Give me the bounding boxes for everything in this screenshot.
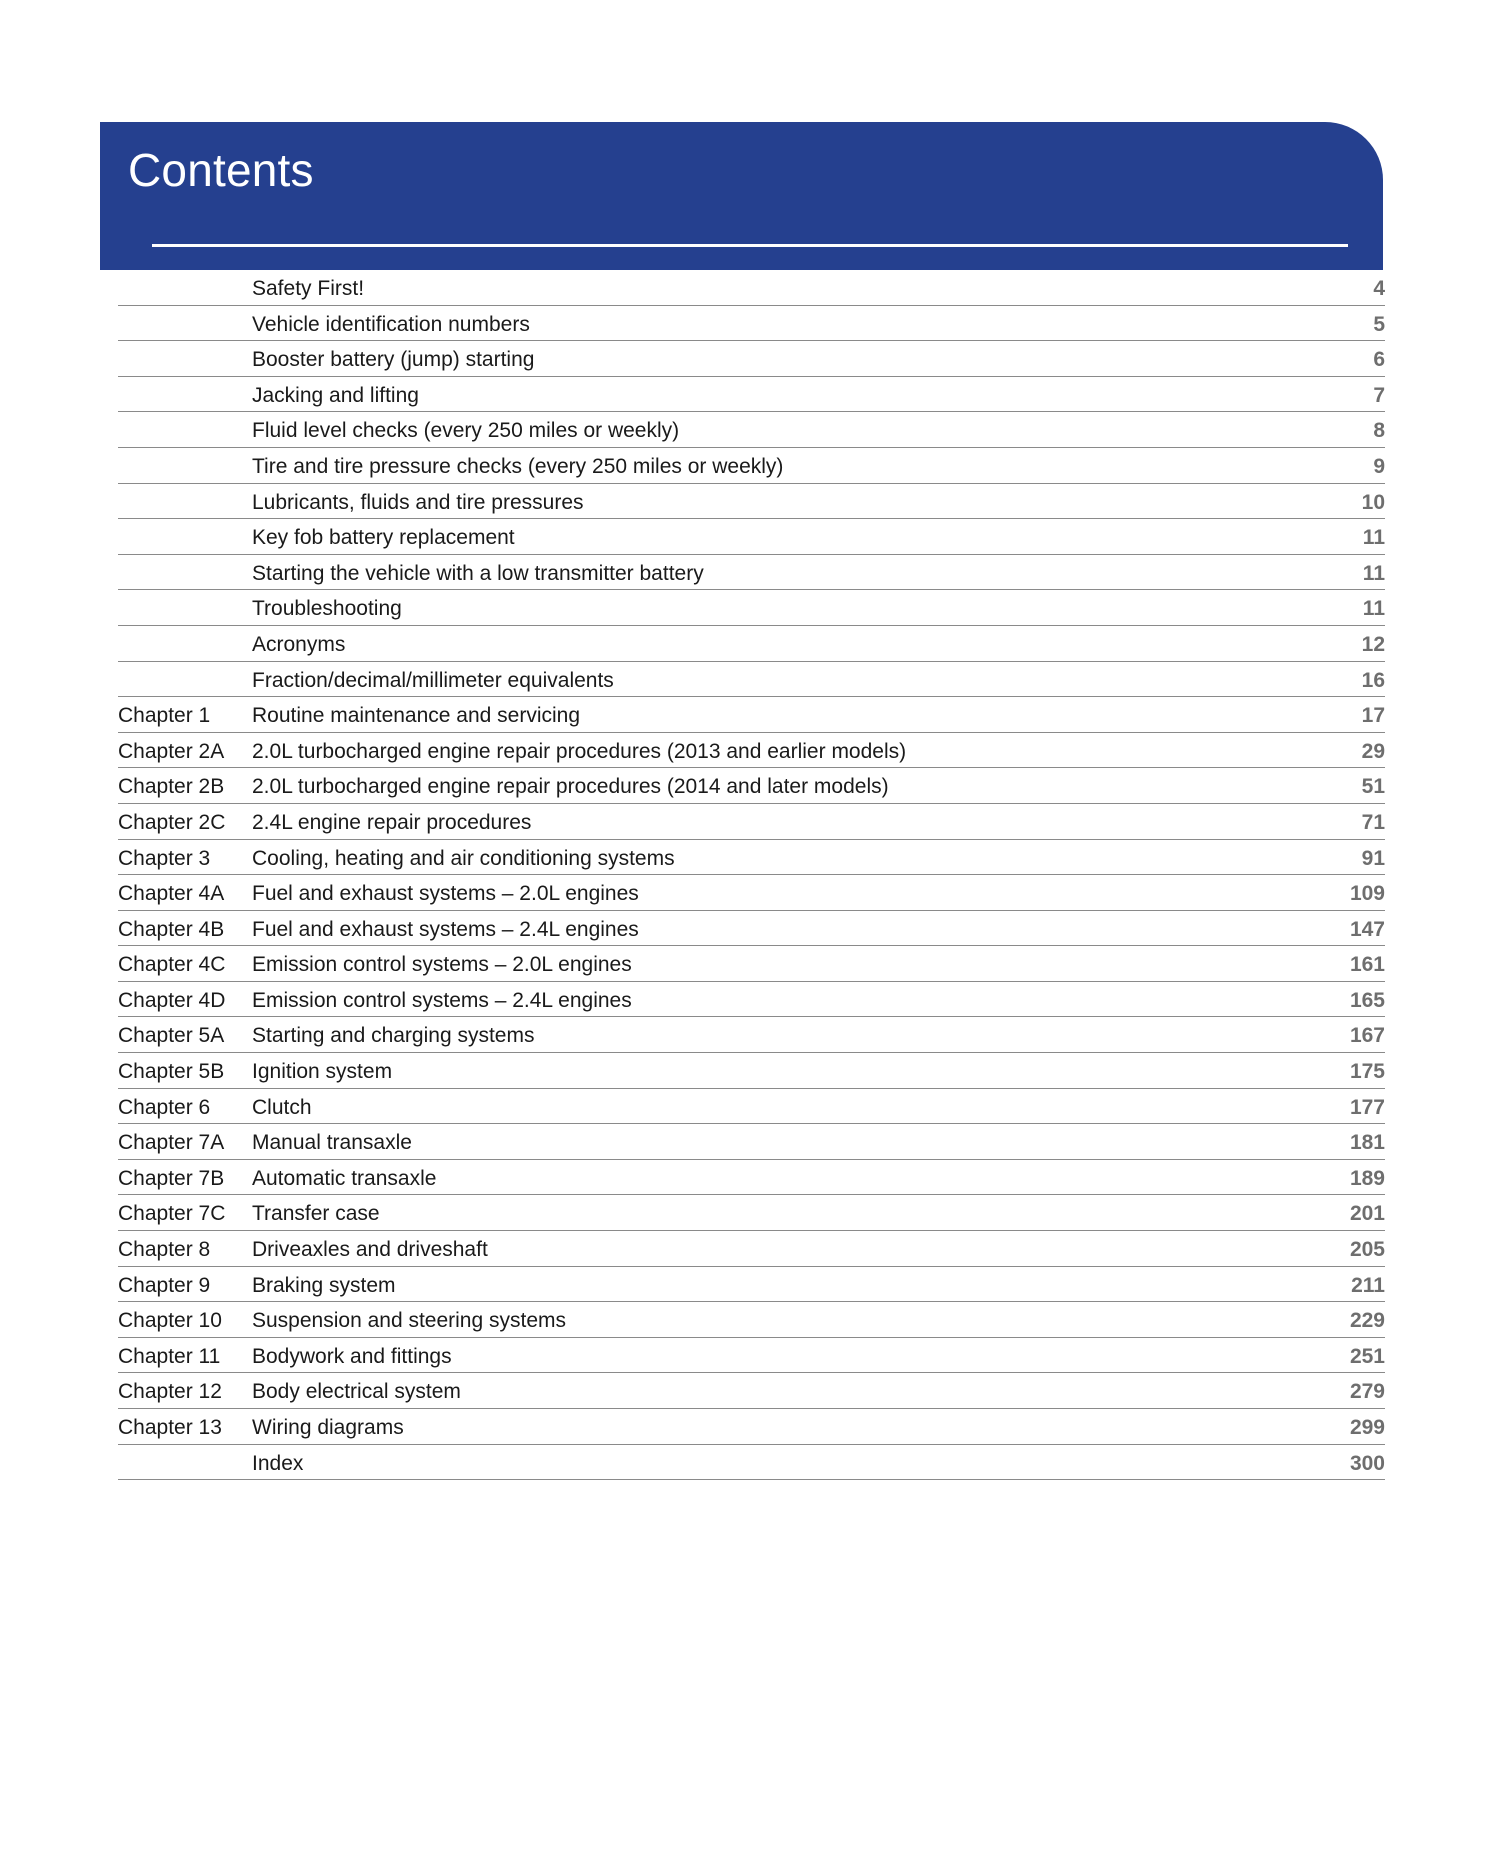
toc-chapter-label: Chapter 5A xyxy=(118,1024,225,1048)
toc-page-number: 181 xyxy=(1349,1131,1385,1155)
toc-page-number: 161 xyxy=(1349,953,1385,977)
toc-page-number: 12 xyxy=(1361,632,1385,656)
toc-entry-title: Body electrical system xyxy=(252,1380,461,1404)
toc-entry-title: Key fob battery replacement xyxy=(252,526,515,550)
toc-entry-title: 2.0L turbocharged engine repair procedures (2014 and later models) xyxy=(252,775,889,799)
toc-page-number: 8 xyxy=(1373,419,1385,443)
toc-row[interactable] xyxy=(118,412,1385,448)
toc-entry-title: Suspension and steering systems xyxy=(252,1309,567,1333)
toc-chapter-label: Chapter 3 xyxy=(118,846,211,870)
toc-page-number: 10 xyxy=(1361,490,1385,514)
toc-row[interactable] xyxy=(118,448,1385,484)
page-title: Contents xyxy=(128,144,314,196)
toc-chapter-label xyxy=(118,288,252,295)
toc-entry-title: Fraction/decimal/millimeter equivalents xyxy=(252,668,614,692)
toc-row[interactable] xyxy=(118,1267,1385,1303)
toc-chapter-label xyxy=(118,359,252,366)
toc-row[interactable] xyxy=(118,1409,1385,1445)
contents-header-banner xyxy=(100,122,1383,270)
toc-row[interactable] xyxy=(118,946,1385,982)
toc-chapter-label xyxy=(118,1463,252,1470)
toc-chapter-label: Chapter 10 xyxy=(118,1309,222,1333)
toc-chapter-label xyxy=(118,608,252,615)
toc-chapter-label: Chapter 9 xyxy=(118,1273,211,1297)
toc-row[interactable] xyxy=(118,1302,1385,1338)
toc-chapter-label: Chapter 2B xyxy=(118,775,225,799)
toc-page-number: 5 xyxy=(1373,312,1385,336)
toc-entry-title: Starting and charging systems xyxy=(252,1024,535,1048)
toc-row[interactable] xyxy=(118,590,1385,626)
toc-chapter-label: Chapter 4A xyxy=(118,882,225,906)
toc-entry-title: Index xyxy=(252,1451,304,1475)
toc-page-number: 229 xyxy=(1349,1309,1385,1333)
toc-chapter-label xyxy=(118,644,252,651)
toc-chapter-label: Chapter 2C xyxy=(118,810,226,834)
toc-entry-title: Starting the vehicle with a low transmitter battery xyxy=(252,561,704,585)
toc-row[interactable] xyxy=(118,1338,1385,1374)
toc-entry-title: Safety First! xyxy=(252,277,365,300)
toc-page-number: 205 xyxy=(1349,1238,1385,1262)
toc-chapter-label: Chapter 7C xyxy=(118,1202,226,1226)
toc-entry-title: 2.4L engine repair procedures xyxy=(252,810,532,834)
toc-page-number: 251 xyxy=(1349,1344,1385,1368)
toc-row[interactable] xyxy=(118,1089,1385,1125)
toc-page-number: 299 xyxy=(1349,1416,1385,1439)
toc-page-number: 6 xyxy=(1373,348,1385,372)
toc-page-number: 167 xyxy=(1349,1024,1385,1048)
toc-page-number: 211 xyxy=(1351,1273,1385,1297)
toc-entry-title: Clutch xyxy=(252,1095,312,1119)
toc-chapter-label: Chapter 13 xyxy=(118,1416,222,1439)
table-of-contents xyxy=(118,270,1385,1480)
toc-chapter-label: Chapter 5B xyxy=(118,1060,225,1084)
toc-entry-title: Vehicle identification numbers xyxy=(252,312,530,336)
toc-chapter-label: Chapter 8 xyxy=(118,1238,211,1262)
toc-row[interactable] xyxy=(118,1124,1385,1160)
toc-row[interactable] xyxy=(118,1231,1385,1267)
toc-row[interactable] xyxy=(118,1160,1385,1196)
toc-chapter-label: Chapter 1 xyxy=(118,704,211,728)
toc-page-number: 4 xyxy=(1373,277,1385,300)
toc-chapter-label: Chapter 7B xyxy=(118,1166,225,1190)
toc-page-number: 9 xyxy=(1373,454,1385,478)
toc-row[interactable] xyxy=(118,626,1385,662)
toc-chapter-label xyxy=(118,430,252,437)
toc-page-number: 175 xyxy=(1349,1060,1385,1084)
toc-row[interactable] xyxy=(118,377,1385,413)
toc-row[interactable] xyxy=(118,555,1385,591)
toc-row[interactable] xyxy=(118,875,1385,911)
toc-page-number: 109 xyxy=(1349,882,1385,906)
toc-row[interactable] xyxy=(118,484,1385,520)
toc-entry-title: Bodywork and fittings xyxy=(252,1344,452,1368)
toc-page-number: 201 xyxy=(1349,1202,1385,1226)
toc-row[interactable] xyxy=(118,840,1385,876)
toc-page-number: 279 xyxy=(1349,1380,1385,1404)
toc-page-number: 29 xyxy=(1361,739,1385,763)
toc-entry-title: Lubricants, fluids and tire pressures xyxy=(252,490,584,514)
toc-row[interactable] xyxy=(118,982,1385,1018)
toc-row[interactable] xyxy=(118,768,1385,804)
toc-entry-title: Booster battery (jump) starting xyxy=(252,348,535,372)
toc-entry-title: Emission control systems – 2.0L engines xyxy=(252,953,632,977)
toc-entry-title: Tire and tire pressure checks (every 250 miles or weekly) xyxy=(252,454,784,478)
toc-row[interactable] xyxy=(118,1195,1385,1231)
toc-row[interactable] xyxy=(118,697,1385,733)
toc-entry-title: Automatic transaxle xyxy=(252,1166,437,1190)
toc-entry-title: Cooling, heating and air conditioning systems xyxy=(252,846,675,870)
toc-page-number: 11 xyxy=(1362,526,1385,550)
toc-chapter-label: Chapter 4B xyxy=(118,917,225,941)
toc-row[interactable] xyxy=(118,341,1385,377)
toc-row[interactable] xyxy=(118,804,1385,840)
toc-page-number: 91 xyxy=(1361,846,1385,870)
toc-entry-title: Braking system xyxy=(252,1273,396,1297)
toc-entry-title: Manual transaxle xyxy=(252,1131,412,1155)
toc-chapter-label xyxy=(118,537,252,544)
toc-entry-title: Jacking and lifting xyxy=(252,383,419,407)
toc-chapter-label: Chapter 11 xyxy=(118,1344,221,1368)
toc-entry-title: Fuel and exhaust systems – 2.4L engines xyxy=(252,917,639,941)
toc-row[interactable] xyxy=(118,519,1385,555)
toc-entry-title: Transfer case xyxy=(252,1202,380,1226)
toc-chapter-label xyxy=(118,466,252,473)
toc-page-number: 189 xyxy=(1349,1166,1385,1190)
toc-row[interactable] xyxy=(118,306,1385,342)
toc-chapter-label xyxy=(118,573,252,580)
toc-row[interactable] xyxy=(118,733,1385,769)
toc-page-number: 11 xyxy=(1362,597,1385,621)
toc-page-number: 16 xyxy=(1361,668,1385,692)
toc-entry-title: Fuel and exhaust systems – 2.0L engines xyxy=(252,882,639,906)
toc-entry-title: Wiring diagrams xyxy=(252,1416,404,1439)
toc-chapter-label: Chapter 4C xyxy=(118,953,226,977)
toc-entry-title: 2.0L turbocharged engine repair procedures (2013 and earlier models) xyxy=(252,739,907,763)
toc-page-number: 17 xyxy=(1361,704,1385,728)
toc-chapter-label xyxy=(118,502,252,509)
toc-page-number: 51 xyxy=(1361,775,1385,799)
toc-page-number: 165 xyxy=(1349,988,1385,1012)
header-divider-rule xyxy=(152,244,1348,247)
toc-row[interactable] xyxy=(118,1017,1385,1053)
toc-entry-title: Fluid level checks (every 250 miles or weekly) xyxy=(252,419,680,443)
toc-entry-title: Driveaxles and driveshaft xyxy=(252,1238,488,1262)
toc-chapter-label: Chapter 7A xyxy=(118,1131,225,1155)
toc-page-number: 7 xyxy=(1373,383,1385,407)
toc-row[interactable] xyxy=(118,270,1385,306)
toc-row[interactable] xyxy=(118,911,1385,947)
toc-entry-title: Troubleshooting xyxy=(252,597,402,621)
toc-row[interactable] xyxy=(118,1373,1385,1409)
toc-entry-title: Ignition system xyxy=(252,1060,393,1084)
toc-row[interactable] xyxy=(118,662,1385,698)
toc-chapter-label: Chapter 2A xyxy=(118,739,225,763)
toc-row[interactable] xyxy=(118,1053,1385,1089)
toc-page-number: 71 xyxy=(1361,810,1385,834)
toc-chapter-label xyxy=(118,680,252,687)
toc-chapter-label xyxy=(118,324,252,331)
toc-page-number: 177 xyxy=(1349,1095,1385,1119)
toc-entry-title: Routine maintenance and servicing xyxy=(252,704,581,728)
toc-chapter-label: Chapter 4D xyxy=(118,988,226,1012)
toc-page-number: 11 xyxy=(1362,561,1385,585)
toc-chapter-label xyxy=(118,395,252,402)
toc-entry-title: Acronyms xyxy=(252,632,346,656)
toc-chapter-label: Chapter 6 xyxy=(118,1095,211,1119)
toc-page-number: 300 xyxy=(1349,1451,1385,1475)
toc-entry-title: Emission control systems – 2.4L engines xyxy=(252,988,632,1012)
toc-page-number: 147 xyxy=(1349,917,1385,941)
toc-row[interactable] xyxy=(118,1445,1385,1481)
toc-chapter-label: Chapter 12 xyxy=(118,1380,222,1404)
